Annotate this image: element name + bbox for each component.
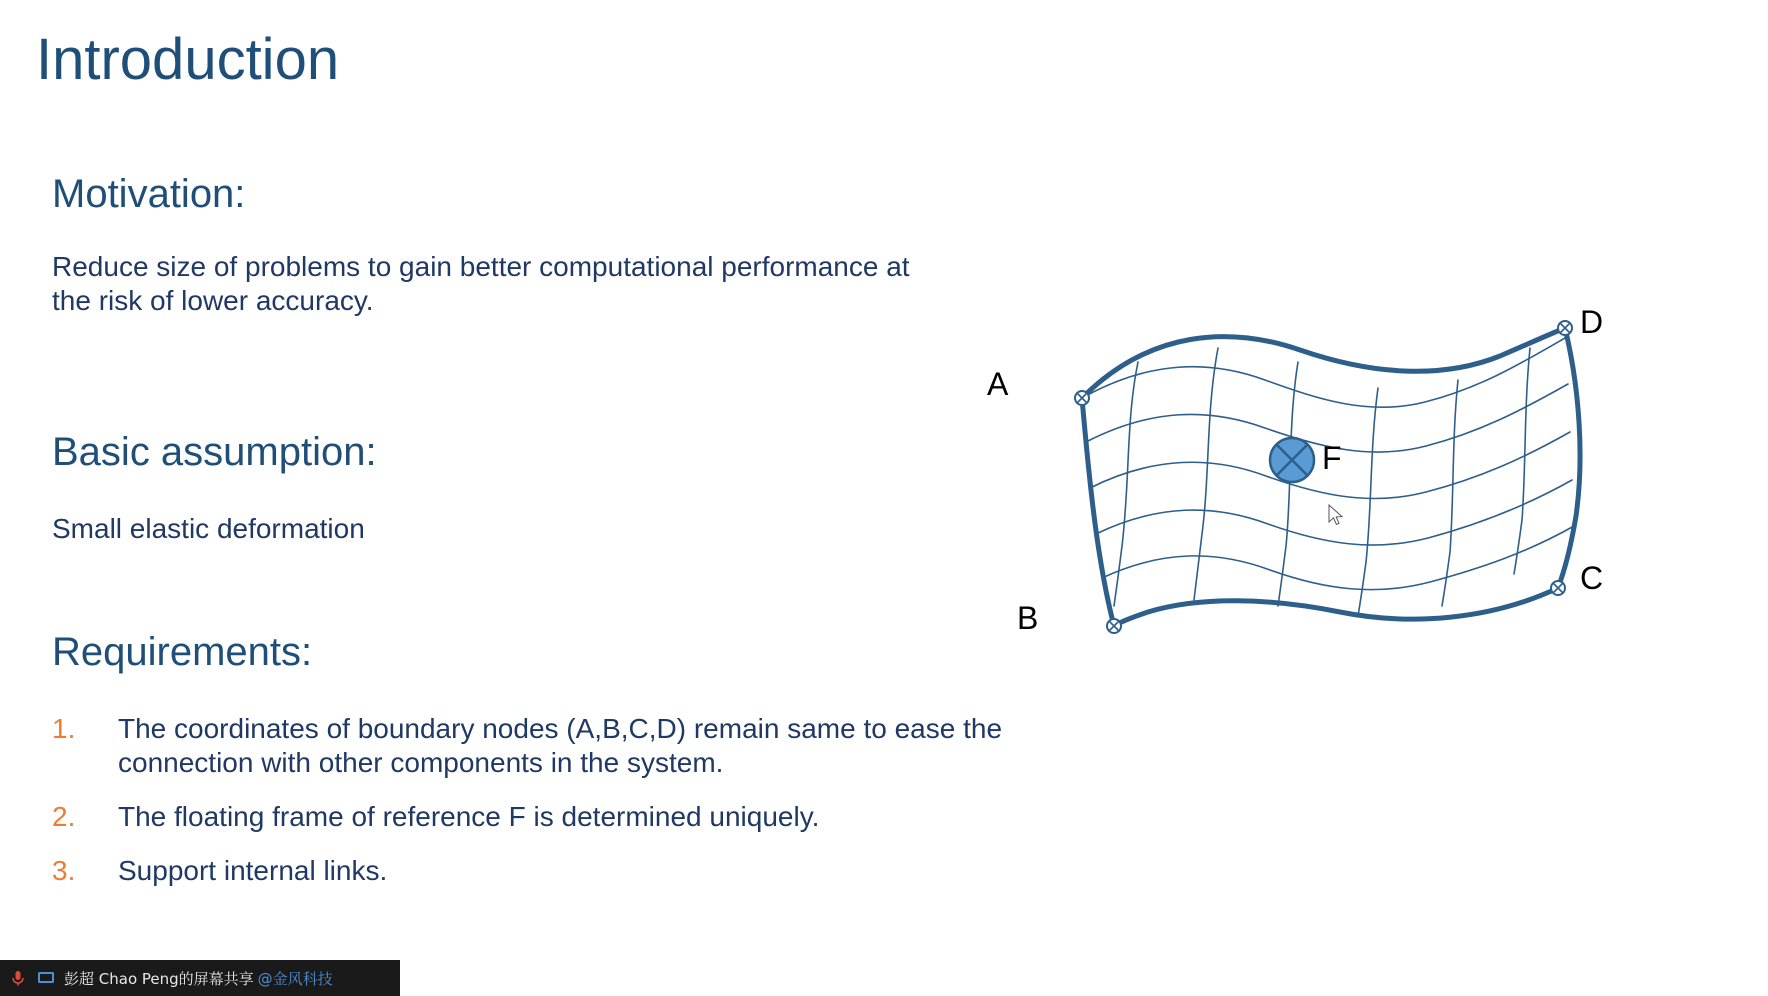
list-item-text: Support internal links.: [118, 855, 388, 887]
list-item-text: The floating frame of reference F is determined uniquely.: [118, 801, 820, 833]
figure-label-c: C: [1580, 560, 1604, 596]
list-item: [52, 800, 1062, 834]
figure-label-b: B: [1017, 600, 1039, 636]
screen-share-icon[interactable]: [36, 968, 56, 988]
share-status-text: 彭超 Chao Peng的屏幕共享: [64, 969, 254, 988]
list-item-number: 2.: [52, 801, 76, 833]
mouse-cursor: [1328, 504, 1346, 528]
figure-label-a: A: [987, 366, 1009, 402]
section-text-basic-assumption: Small elastic deformation: [52, 513, 365, 544]
list-item-text: The coordinates of boundary nodes (A,B,C,D) remain same to ease the connection with other components in the system.: [118, 713, 1003, 779]
section-heading-basic-assumption: Basic assumption:: [52, 430, 377, 474]
deformable-body-diagram: [987, 304, 1680, 690]
figure-label-f: F: [1322, 440, 1342, 476]
list-item: [52, 854, 1062, 888]
slide-top-edge: [0, 0, 1768, 6]
screen-share-taskbar[interactable]: [0, 960, 400, 996]
section-heading-motivation: Motivation:: [52, 172, 246, 216]
page-title: Introduction: [36, 27, 340, 92]
section-text-motivation: Reduce size of problems to gain better computational performance at the risk of lower accuracy.: [52, 251, 910, 317]
section-heading-requirements: Requirements:: [52, 630, 313, 674]
list-item-number: 3.: [52, 855, 76, 887]
figure-label-d: D: [1580, 304, 1604, 340]
list-item: [52, 712, 1062, 780]
share-org-text: @金风科技: [257, 969, 333, 988]
mic-icon[interactable]: [8, 968, 28, 988]
requirements-list: [52, 712, 1062, 909]
list-item-number: 1.: [52, 713, 76, 744]
